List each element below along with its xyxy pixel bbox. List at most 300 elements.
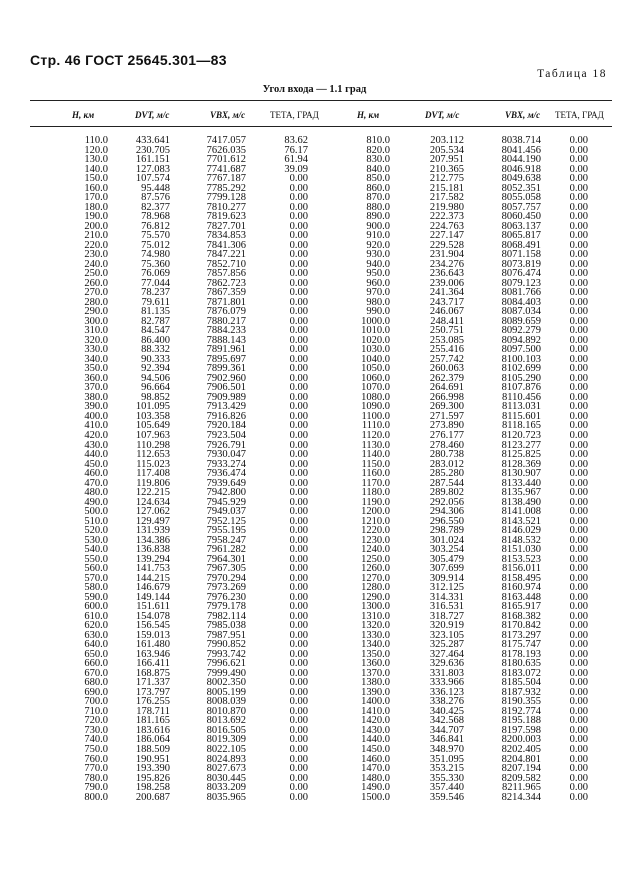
table-cell: 350.0: [84, 363, 108, 375]
table-cell: 600.0: [84, 601, 108, 613]
table-cell: 260.0: [84, 277, 108, 289]
table-cell: 280.738: [429, 449, 464, 461]
header-teta-left: ТЕТА, ГРАД: [270, 110, 319, 120]
table-cell: 1130.0: [361, 439, 390, 451]
table-cell: 7799.128: [206, 192, 246, 204]
table-cell: 540.0: [84, 544, 108, 556]
table-cell: 0.00: [289, 391, 308, 403]
table-cell: 8187.932: [501, 686, 541, 698]
table-cell: 700.0: [84, 696, 108, 708]
table-cell: 0.00: [289, 439, 308, 451]
table-cell: 480.0: [84, 487, 108, 499]
table-cell: 8105.290: [501, 372, 541, 384]
table-cell: 1430.0: [361, 724, 390, 736]
table-cell: 7920.184: [206, 420, 246, 432]
table-cell: 8102.699: [501, 363, 541, 375]
table-cell: 330.0: [84, 344, 108, 356]
table-cell: 0.00: [289, 258, 308, 270]
table-cell: 0.00: [289, 487, 308, 499]
table-cell: 0.00: [289, 353, 308, 365]
table-cell: 171.337: [135, 677, 170, 689]
table-cell: 620.0: [84, 620, 108, 632]
table-cell: 8084.403: [501, 296, 541, 308]
table-cell: 294.306: [429, 506, 464, 518]
header-teta-right: ТЕТА, ГРАД: [555, 110, 604, 120]
table-cell: 0.00: [569, 296, 588, 308]
table-cell: 0.00: [289, 173, 308, 185]
table-cell: 0.00: [289, 724, 308, 736]
table-cell: 1360.0: [361, 658, 390, 670]
table-cell: 0.00: [569, 287, 588, 299]
table-cell: 119.806: [136, 477, 170, 489]
table-cell: 680.0: [84, 677, 108, 689]
table-cell: 342.568: [429, 715, 464, 727]
table-cell: 0.00: [569, 201, 588, 213]
header-h-left: [72, 110, 94, 120]
table-cell: 8030.445: [206, 772, 246, 784]
table-cell: 0.00: [289, 287, 308, 299]
table-cell: 8195.188: [501, 715, 541, 727]
header-dvt-text: DVT, м/с: [135, 110, 170, 120]
table-cell: 0.00: [569, 249, 588, 261]
table-cell: 1170.0: [361, 477, 390, 489]
table-cell: 610.0: [84, 610, 108, 622]
table-cell: 8097.500: [501, 344, 541, 356]
table-cell: 253.085: [429, 334, 464, 346]
table-cell: 166.411: [136, 658, 170, 670]
table-cell: 7930.047: [206, 449, 246, 461]
table-cell: 290.0: [84, 306, 108, 318]
table-cell: 1410.0: [361, 705, 390, 717]
table-cell: 8068.491: [501, 239, 541, 251]
table-cell: 0.00: [569, 154, 588, 166]
column-h-left: [60, 136, 108, 802]
table-cell: 7841.306: [206, 239, 246, 251]
table-cell: 333.966: [429, 677, 464, 689]
table-cell: 7933.274: [206, 458, 246, 470]
table-cell: 690.0: [84, 686, 108, 698]
table-cell: 0.00: [569, 791, 588, 803]
table-cell: 8038.714: [501, 135, 541, 146]
table-cell: 440.0: [84, 449, 108, 461]
table-cell: 0.00: [569, 686, 588, 698]
table-cell: 0.00: [569, 277, 588, 289]
table-cell: 1010.0: [361, 325, 390, 337]
table-cell: 348.970: [429, 744, 464, 755]
table-cell: 105.649: [135, 420, 170, 432]
table-cell: 7417.057: [206, 135, 246, 146]
table-cell: 7819.623: [206, 211, 246, 223]
table-cell: 970.0: [366, 287, 390, 299]
table-cell: 1060.0: [361, 372, 390, 384]
table-cell: 950.0: [366, 268, 390, 280]
table-cell: 7926.791: [206, 439, 246, 451]
table-cell: 0.00: [289, 686, 308, 698]
table-cell: 273.890: [429, 420, 464, 432]
table-cell: 1450.0: [361, 744, 390, 755]
table-cell: 271.597: [429, 410, 464, 422]
table-cell: 1460.0: [361, 753, 390, 765]
table-cell: 82.787: [141, 315, 170, 327]
table-cell: 7891.961: [206, 344, 246, 356]
table-cell: 170.0: [84, 192, 108, 204]
table-cell: 0.00: [569, 591, 588, 603]
table-cell: 1400.0: [361, 696, 390, 708]
table-cell: 0.00: [289, 429, 308, 441]
table-cell: 0.00: [569, 639, 588, 651]
table-cell: 163.946: [135, 648, 170, 660]
table-cell: 0.00: [569, 239, 588, 251]
table-cell: 0.00: [289, 553, 308, 565]
table-cell: 1220.0: [361, 525, 390, 537]
table-cell: 0.00: [569, 429, 588, 441]
table-cell: 1260.0: [361, 563, 390, 575]
table-cell: 246.067: [429, 306, 464, 318]
table-cell: 129.497: [135, 515, 170, 527]
table-cell: 193.390: [135, 763, 170, 775]
table-cell: 207.951: [429, 154, 464, 166]
table-cell: 124.634: [135, 496, 170, 508]
table-cell: 8052.351: [501, 182, 541, 194]
table-cell: 0.00: [289, 591, 308, 603]
column-vbx-left: [190, 136, 246, 802]
table-cell: 0.00: [289, 230, 308, 242]
table-cell: 8035.965: [206, 791, 246, 803]
table-cell: 0.00: [289, 772, 308, 784]
table-cell: 1500.0: [361, 791, 390, 803]
table-cell: 241.364: [429, 287, 464, 299]
table-cell: 0.00: [569, 506, 588, 518]
table-cell: 8063.137: [501, 220, 541, 232]
table-cell: 212.775: [429, 173, 464, 185]
table-cell: 359.546: [429, 791, 464, 803]
table-cell: 0.00: [569, 753, 588, 765]
table-cell: 8197.598: [501, 724, 541, 736]
table-cell: 83.62: [284, 135, 308, 146]
table-cell: 88.332: [141, 344, 170, 356]
table-cell: 296.550: [429, 515, 464, 527]
table-cell: 98.852: [141, 391, 170, 403]
table-cell: 0.00: [569, 306, 588, 318]
table-cell: 570.0: [84, 572, 108, 584]
table-cell: 203.112: [430, 135, 464, 146]
table-cell: 8002.350: [206, 677, 246, 689]
table-cell: 307.699: [429, 563, 464, 575]
table-cell: 7767.187: [206, 173, 246, 185]
table-cell: 0.00: [569, 211, 588, 223]
table-cell: 240.0: [84, 258, 108, 270]
table-cell: 8027.673: [206, 763, 246, 775]
table-cell: 8156.011: [502, 563, 541, 575]
table-cell: 115.023: [136, 458, 170, 470]
table-cell: 0.00: [289, 705, 308, 717]
table-cell: 90.333: [141, 353, 170, 365]
table-cell: 7952.125: [206, 515, 246, 527]
table-cell: 0.00: [289, 763, 308, 775]
table-cell: 7979.178: [206, 601, 246, 613]
table-cell: 1200.0: [361, 506, 390, 518]
table-cell: 1150.0: [361, 458, 390, 470]
table-cell: 340.425: [429, 705, 464, 717]
table-cell: 7923.504: [206, 429, 246, 441]
table-cell: 8044.190: [501, 154, 541, 166]
column-teta-left: [270, 136, 308, 802]
table-cell: 8168.382: [501, 610, 541, 622]
table-cell: 8046.918: [501, 163, 541, 175]
table-cell: 0.00: [569, 544, 588, 556]
table-cell: 1230.0: [361, 534, 390, 546]
table-cell: 0.00: [289, 239, 308, 251]
table-cell: 7996.621: [206, 658, 246, 670]
table-cell: 0.00: [289, 648, 308, 660]
table-cell: 7993.742: [206, 648, 246, 660]
table-cell: 346.841: [429, 734, 464, 746]
table-cell: 94.506: [141, 372, 170, 384]
table-cell: 0.00: [289, 782, 308, 794]
table-cell: 1250.0: [361, 553, 390, 565]
table-cell: 0.00: [289, 211, 308, 223]
table-cell: 650.0: [84, 648, 108, 660]
table-cell: 198.258: [135, 782, 170, 794]
table-cell: 0.00: [289, 715, 308, 727]
page-header: Стр. 46 ГОСТ 25645.301—83: [30, 52, 227, 68]
table-cell: 134.386: [135, 534, 170, 546]
table-cell: 220.0: [84, 239, 108, 251]
column-h-right: [340, 136, 390, 802]
table-cell: 0.00: [569, 696, 588, 708]
table-cell: 0.00: [569, 163, 588, 175]
table-cell: 8138.490: [501, 496, 541, 508]
table-cell: 0.00: [289, 296, 308, 308]
table-cell: 7958.247: [206, 534, 246, 546]
table-cell: 0.00: [289, 268, 308, 280]
table-cell: 550.0: [84, 553, 108, 565]
table-cell: 7939.649: [206, 477, 246, 489]
table-cell: 8163.448: [501, 591, 541, 603]
table-cell: 8190.355: [501, 696, 541, 708]
table-cell: 8113.031: [502, 401, 541, 413]
table-cell: 1140.0: [361, 449, 390, 461]
header-dvt-left: [135, 110, 169, 120]
table-cell: 430.0: [84, 439, 108, 451]
table-cell: 0.00: [569, 658, 588, 670]
table-cell: 520.0: [84, 525, 108, 537]
table-cell: 101.095: [135, 401, 170, 413]
table-cell: 7899.361: [206, 363, 246, 375]
table-cell: 1020.0: [361, 334, 390, 346]
table-cell: 0.00: [289, 477, 308, 489]
table-cell: 7990.852: [206, 639, 246, 651]
table-cell: 250.751: [429, 325, 464, 337]
table-cell: 8180.635: [501, 658, 541, 670]
table-cell: 131.939: [135, 525, 170, 537]
table-cell: 96.664: [141, 382, 170, 394]
table-cell: 0.00: [569, 553, 588, 565]
table-cell: 870.0: [366, 192, 390, 204]
table-cell: 1470.0: [361, 763, 390, 775]
table-cell: 7888.143: [206, 334, 246, 346]
table-cell: 8013.692: [206, 715, 246, 727]
table-cell: 590.0: [84, 591, 108, 603]
table-cell: 640.0: [84, 639, 108, 651]
table-cell: 0.00: [569, 410, 588, 422]
table-cell: 75.570: [141, 230, 170, 242]
table-cell: 8209.582: [501, 772, 541, 784]
table-cell: 357.440: [429, 782, 464, 794]
table-cell: 103.358: [135, 410, 170, 422]
table-cell: 8016.505: [206, 724, 246, 736]
header-h-right: [357, 110, 379, 120]
table-cell: 0.00: [289, 667, 308, 679]
table-cell: 8019.309: [206, 734, 246, 746]
table-title: Угол входа — 1.1 град: [262, 84, 367, 95]
table-cell: 660.0: [84, 658, 108, 670]
table-cell: 0.00: [569, 563, 588, 575]
table-cell: 900.0: [366, 220, 390, 232]
table-cell: 0.00: [289, 420, 308, 432]
table-cell: 0.00: [569, 724, 588, 736]
table-cell: 353.215: [429, 763, 464, 775]
table-cell: 0.00: [289, 753, 308, 765]
table-cell: 112.653: [136, 449, 170, 461]
table-cell: 8130.907: [501, 468, 541, 480]
table-cell: 0.00: [569, 353, 588, 365]
table-cell: 0.00: [569, 449, 588, 461]
table-cell: 8165.917: [501, 601, 541, 613]
table-cell: 210.0: [84, 230, 108, 242]
table-cell: 149.144: [135, 591, 170, 603]
table-cell: 530.0: [84, 534, 108, 546]
table-cell: 7949.037: [206, 506, 246, 518]
table-cell: 280.0: [84, 296, 108, 308]
table-cell: 0.00: [289, 382, 308, 394]
table-cell: 0.00: [289, 620, 308, 632]
table-cell: 0.00: [569, 572, 588, 584]
table-cell: 370.0: [84, 382, 108, 394]
table-cell: 760.0: [84, 753, 108, 765]
table-cell: 257.742: [429, 353, 464, 365]
table-cell: 8071.158: [501, 249, 541, 261]
top-rule: [30, 100, 612, 101]
column-vbx-right: [484, 136, 541, 802]
table-cell: 1310.0: [361, 610, 390, 622]
table-cell: 270.0: [84, 287, 108, 299]
table-cell: 82.377: [141, 201, 170, 213]
table-cell: 8135.967: [501, 487, 541, 499]
table-cell: 262.379: [429, 372, 464, 384]
table-cell: 81.135: [141, 306, 170, 318]
table-cell: 8089.659: [501, 315, 541, 327]
table-cell: 176.255: [135, 696, 170, 708]
table-cell: 8153.523: [501, 553, 541, 565]
table-cell: 0.00: [289, 401, 308, 413]
table-cell: 84.547: [141, 325, 170, 337]
table-cell: 820.0: [366, 144, 390, 156]
table-cell: 580.0: [84, 582, 108, 594]
table-cell: 8060.450: [501, 211, 541, 223]
table-cell: 0.00: [569, 715, 588, 727]
table-cell: 285.280: [429, 468, 464, 480]
table-cell: 325.287: [429, 639, 464, 651]
table-cell: 780.0: [84, 772, 108, 784]
table-cell: 230.0: [84, 249, 108, 261]
table-cell: 7955.195: [206, 525, 246, 537]
table-cell: 1190.0: [361, 496, 390, 508]
table-cell: 7961.282: [206, 544, 246, 556]
table-cell: 161.480: [135, 639, 170, 651]
table-cell: 960.0: [366, 277, 390, 289]
table-cell: 7876.079: [206, 306, 246, 318]
table-cell: 8207.194: [501, 763, 541, 775]
table-cell: 1380.0: [361, 677, 390, 689]
table-cell: 117.408: [136, 468, 170, 480]
table-cell: 0.00: [289, 639, 308, 651]
table-cell: 1240.0: [361, 544, 390, 556]
table-cell: 0.00: [569, 144, 588, 156]
table-cell: 141.753: [135, 563, 170, 575]
table-cell: 0.00: [289, 344, 308, 356]
table-cell: 1030.0: [361, 344, 390, 356]
table-cell: 0.00: [289, 677, 308, 689]
table-cell: 0.00: [289, 572, 308, 584]
header-h-text: Н, км: [357, 110, 380, 120]
table-cell: 224.763: [429, 220, 464, 232]
header-vbx-right: [505, 110, 540, 120]
table-cell: 750.0: [84, 744, 108, 755]
table-cell: 8204.801: [501, 753, 541, 765]
table-cell: 7847.221: [206, 249, 246, 261]
table-cell: 8041.456: [501, 144, 541, 156]
header-vbx-text: VBX, м/с: [210, 110, 246, 120]
table-cell: 0.00: [569, 744, 588, 755]
table-cell: 107.963: [135, 429, 170, 441]
table-cell: 178.711: [136, 705, 170, 717]
table-cell: 300.0: [84, 315, 108, 327]
table-cell: 0.00: [289, 601, 308, 613]
table-cell: 830.0: [366, 154, 390, 166]
table-cell: 510.0: [84, 515, 108, 527]
header-rule: [30, 126, 612, 127]
table-cell: 8005.199: [206, 686, 246, 698]
table-cell: 0.00: [289, 791, 308, 803]
table-cell: 316.531: [429, 601, 464, 613]
table-cell: 8008.039: [206, 696, 246, 708]
table-cell: 0.00: [289, 534, 308, 546]
table-cell: 7970.294: [206, 572, 246, 584]
table-cell: 0.00: [289, 410, 308, 422]
table-cell: 8125.825: [501, 449, 541, 461]
table-cell: 0.00: [569, 468, 588, 480]
table-cell: 380.0: [84, 391, 108, 403]
table-cell: 560.0: [84, 563, 108, 575]
table-cell: 86.400: [141, 334, 170, 346]
table-cell: 266.998: [429, 391, 464, 403]
table-cell: 7785.292: [206, 182, 246, 194]
table-cell: 130.0: [84, 154, 108, 166]
table-cell: 76.069: [141, 268, 170, 280]
table-cell: 0.00: [289, 449, 308, 461]
table-cell: 76.812: [141, 220, 170, 232]
table-cell: 7916.826: [206, 410, 246, 422]
table-cell: 160.0: [84, 182, 108, 194]
table-cell: 880.0: [366, 201, 390, 213]
table-cell: 470.0: [84, 477, 108, 489]
table-cell: 8175.747: [501, 639, 541, 651]
table-cell: 1080.0: [361, 391, 390, 403]
table-cell: 248.411: [430, 315, 464, 327]
table-cell: 1340.0: [361, 639, 390, 651]
table-cell: 0.00: [569, 534, 588, 546]
